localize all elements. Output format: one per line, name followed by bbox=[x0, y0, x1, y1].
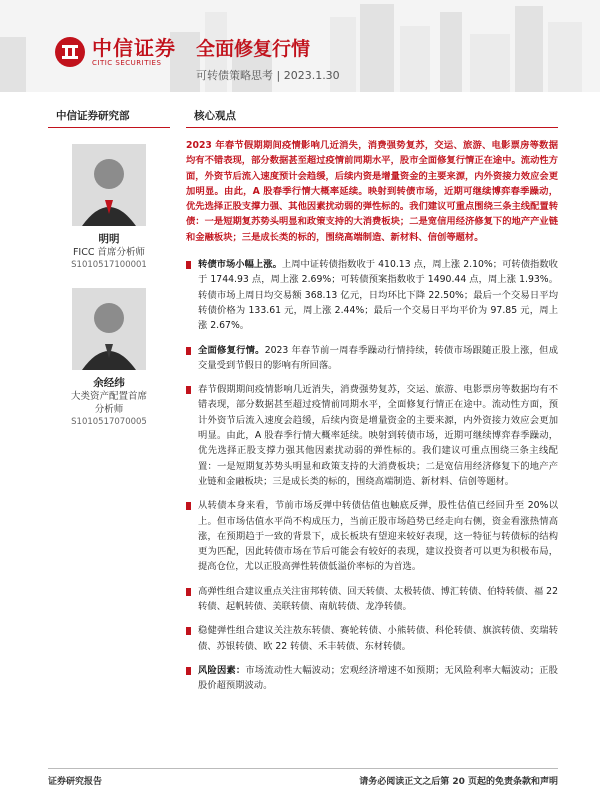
core-views-heading: 核心观点 bbox=[186, 108, 558, 128]
bullet-lead: 全面修复行情。 bbox=[198, 344, 265, 356]
research-dept-heading: 中信证券研究部 bbox=[48, 108, 170, 128]
bullet-text: 2023 年春节前一周春季躁动行情持续，转债市场跟随正股上涨，但成交量受到节假日的影响有所回落。 bbox=[198, 344, 558, 371]
analyst-role: FICC 首席分析师 bbox=[72, 247, 146, 258]
bullet-text: 市场流动性大幅波动；宏观经济增速不如预期；无风险利率大幅波动；正股股价超预期波动。 bbox=[198, 664, 558, 692]
list-item bbox=[186, 623, 558, 654]
analyst-role: 大类资产配置首席 bbox=[70, 391, 147, 402]
analyst-name: 余经纬 bbox=[93, 377, 125, 389]
citic-logo bbox=[54, 36, 176, 68]
analyst-license-id: S1010517070005 bbox=[71, 417, 147, 427]
analyst-role: 分析师 bbox=[94, 404, 124, 415]
bullet-lead: 转债市场小幅上涨。 bbox=[198, 259, 282, 271]
bullet-marker-icon bbox=[186, 347, 191, 355]
core-views-column bbox=[186, 108, 558, 703]
list-item bbox=[186, 382, 558, 489]
analyst-card bbox=[48, 288, 170, 429]
analyst-license-id: S1010517100001 bbox=[71, 260, 147, 270]
brand-name-en: CITIC SECURITIES bbox=[92, 58, 162, 67]
bullet-list bbox=[186, 257, 558, 693]
analyst-card bbox=[48, 144, 170, 272]
bullet-text: 稳健弹性组合建议关注敖东转债、赛轮转债、小熊转债、科伦转债、旗滨转债、奕瑞转债、苏银转债、欧 22 转债、禾丰转债、东材转债。 bbox=[198, 625, 558, 652]
analyst-photo-icon bbox=[72, 144, 146, 226]
page-footer bbox=[48, 768, 558, 787]
footer-disclaimer: 请务必阅读正文之后第 20 页起的免责条款和声明 bbox=[359, 777, 558, 787]
list-item bbox=[186, 498, 558, 574]
list-item bbox=[186, 584, 558, 615]
footer-report-type: 证券研究报告 bbox=[48, 777, 103, 787]
citic-logo-icon bbox=[54, 36, 86, 68]
summary-paragraph: 2023 年春节假期期间疫情影响几近消失，消费强势复苏，交运、旅游、电影票房等数据均有不错表现，部分数据甚至超过疫情前同期水平，股市全面修复行情正在途中。流动性方面，外资节后流入速度预计会趋缓，后续内资是增量资金的主要来源，内外资接力效应会更加明显。由此，A 股春季行情大概率延续。映射到转债市场，近期可继续博弈春季躁动，优先选择正股支撑力强、其他因素扰动弱的弹性标的。我们建议可重点围绕三条主线配置转债：一是短期复苏势头明显和政策支持的大消费板块；二是宽信用经济修复下的地产产业链和金融板块；三是成长类的标的，围绕高端制造、新材料、信创等题材。 bbox=[186, 140, 558, 243]
report-subtitle: 可转债策略思考 | 2023.1.30 bbox=[196, 69, 340, 82]
list-item bbox=[186, 257, 558, 333]
bullet-marker-icon bbox=[186, 261, 191, 269]
bullet-marker-icon bbox=[186, 588, 191, 596]
analyst-photo-icon bbox=[72, 288, 146, 370]
bullet-text: 从转债本身来看，节前市场反弹中转债估值也触底反弹，股性估值已经回升至 20%以上。但市场估值水平尚不构成压力，当前正股市场趋势已经走向右侧，资金看涨热情高涨，在预期趋于一致的背景下，成长板块有望迎来较好表现，这一特征与转债标的结构更为匹配，因此转债市场在节后可能会有较好的表现，建议投资者可以更为积极布局，提高仓位，尤以正股高弹性转债低溢价率标的为首选。 bbox=[198, 500, 558, 573]
analyst-name: 明明 bbox=[98, 233, 120, 245]
bullet-text: 高弹性组合建议重点关注宙邦转债、回天转债、太极转债、博汇转债、伯特转债、福 22 转债、起帆转债、美联转债、南航转债、龙净转债。 bbox=[198, 585, 558, 613]
bullet-lead: 风险因素： bbox=[198, 664, 246, 676]
bullet-text: 上周中证转债指数收于 410.13 点，周上涨 2.10%；可转债指数收于 1744.93 点，周上涨 2.69%；可转债预案指数收于 1490.44 点，周上涨 1.93%。转债市场上周日均交易额 368.13 亿元，日均环比下降 22.50%；最后一个交易日平均转债价格为 133.61 元，周上涨 2.44%；最后一个交易日平均平价为 97.85 元，周上涨 2.67%。 bbox=[198, 259, 558, 332]
report-title: 全面修复行情 bbox=[196, 38, 311, 60]
bullet-marker-icon bbox=[186, 386, 191, 394]
bullet-text: 春节假期期间疫情影响几近消失，消费强势复苏，交运、旅游、电影票房等数据均有不错表现，部分数据甚至超过疫情前同期水平，全面修复行情正在途中。流动性方面，预计外资节后流入速度会趋缓，后续内资是增量资金的主要来源，内外资接力效应会更加明显。由此，A 股春季行情大概率延续。映射到转债市场，近期可继续博弈春季躁动，优先选择正股支撑力强其他因素扰动弱的弹性标的。我们建议可重点围绕三条主线配置：一是短期复苏势头明显和政策支持的大消费板块；二是宽信用经济修复下的地产产业链和金融板块；三是成长类的标的，围绕高端制造、新材料、信创等题材。 bbox=[198, 384, 558, 487]
brand-name-cn: 中信证券 bbox=[92, 35, 176, 60]
bullet-marker-icon bbox=[186, 502, 191, 510]
bullet-marker-icon bbox=[186, 627, 191, 635]
list-item bbox=[186, 663, 558, 694]
list-item bbox=[186, 343, 558, 374]
analyst-column bbox=[48, 108, 170, 427]
bullet-marker-icon bbox=[186, 667, 191, 675]
report-header bbox=[0, 0, 600, 92]
